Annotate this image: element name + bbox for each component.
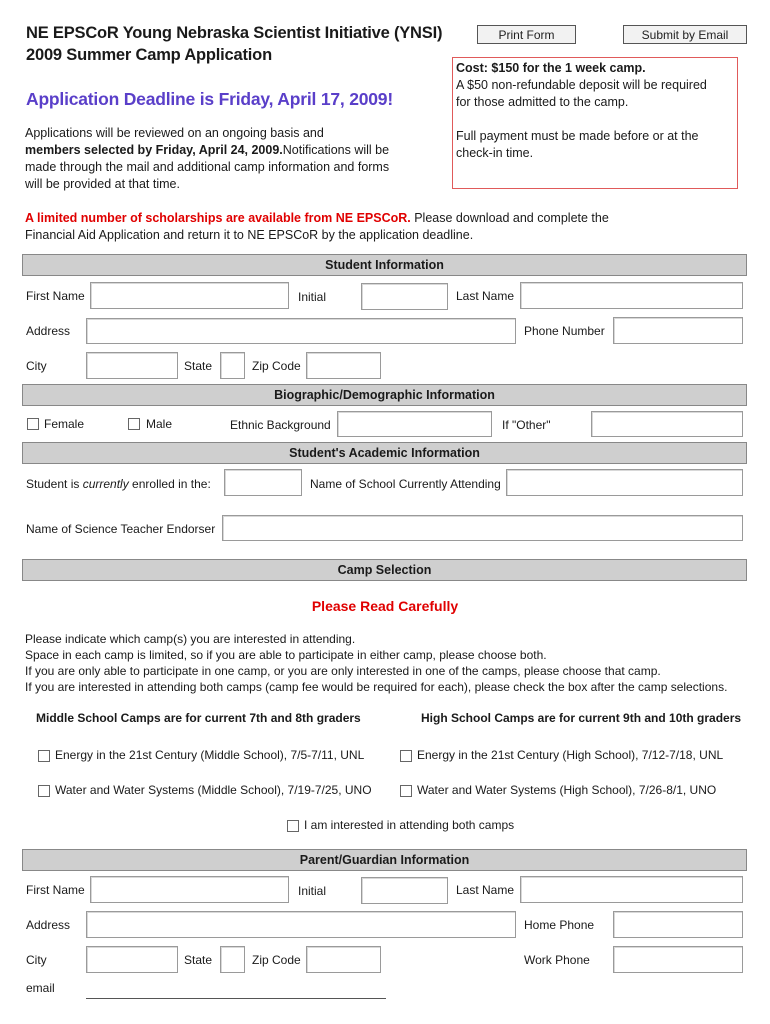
cost-deposit-line-1: A $50 non-refundable deposit will be required <box>456 78 707 92</box>
review-line-2 <box>25 142 445 159</box>
student-zip-label: Zip Code <box>252 359 301 373</box>
student-phone-label: Phone Number <box>524 324 605 338</box>
parent-address-label: Address <box>26 918 71 932</box>
hs-energy-checkbox[interactable] <box>400 750 412 762</box>
scholarship-paragraph <box>25 210 745 244</box>
enrolled-label-end: enrolled in the: <box>128 477 211 491</box>
male-checkbox[interactable] <box>128 418 140 430</box>
student-state-label: State <box>184 359 213 373</box>
student-initial-label: Initial <box>298 290 327 304</box>
both-camps-checkbox[interactable] <box>287 820 299 832</box>
scholarship-instructions: Please download and complete the <box>410 211 609 225</box>
camp-instruction-3: If you are only able to participate in one camp, or you are only interested in one of the camps, please choose that camp. <box>25 664 661 678</box>
high-school-heading: High School Camps are for current 9th and 10th graders <box>421 711 742 725</box>
parent-email-field[interactable] <box>86 998 386 999</box>
ethnic-background-label: Ethnic Background <box>230 418 331 432</box>
student-city-field[interactable] <box>86 352 178 379</box>
student-zip-field[interactable] <box>306 352 381 379</box>
biographic-header: Biographic/Demographic Information <box>22 384 747 406</box>
camp-selection-header: Camp Selection <box>22 559 747 581</box>
review-date: members selected by Friday, April 24, 2009. <box>25 143 283 157</box>
parent-info-header: Parent/Guardian Information <box>22 849 747 871</box>
science-teacher-field[interactable] <box>222 515 743 541</box>
parent-state-label: State <box>184 953 213 967</box>
student-phone-field[interactable] <box>613 317 743 344</box>
parent-initial-field[interactable] <box>361 877 448 904</box>
parent-last-name-field[interactable] <box>520 876 743 903</box>
cost-deposit-line-2: for those admitted to the camp. <box>456 95 629 109</box>
ms-energy-checkbox[interactable] <box>38 750 50 762</box>
title-line-1: NE EPSCoR Young Nebraska Scientist Initiative (YNSI) <box>26 24 443 42</box>
parent-home-phone-field[interactable] <box>613 911 743 938</box>
parent-home-phone-label: Home Phone <box>524 918 595 932</box>
print-form-button[interactable]: Print Form <box>477 25 576 44</box>
scholarship-notice: A limited number of scholarships are available from NE EPSCoR. <box>25 211 411 225</box>
cost-amount: Cost: $150 for the 1 week camp. <box>456 61 646 75</box>
parent-city-field[interactable] <box>86 946 178 973</box>
camp-instruction-2: Space in each camp is limited, so if you are able to participate in either camp, please choose both. <box>25 648 547 662</box>
parent-zip-field[interactable] <box>306 946 381 973</box>
parent-email-label: email <box>26 981 55 995</box>
student-state-field[interactable] <box>220 352 245 379</box>
both-camps-label: I am interested in attending both camps <box>304 818 515 832</box>
student-address-label: Address <box>26 324 71 338</box>
parent-work-phone-field[interactable] <box>613 946 743 973</box>
middle-school-heading: Middle School Camps are for current 7th and 8th graders <box>36 711 361 725</box>
scholarship-line-2: Financial Aid Application and return it to NE EPSCoR by the application deadline. <box>25 228 474 242</box>
ms-energy-label: Energy in the 21st Century (Middle School), 7/5-7/11, UNL <box>55 748 365 762</box>
submit-by-email-button[interactable]: Submit by Email <box>623 25 747 44</box>
scholarship-line-1 <box>25 210 745 227</box>
student-initial-field[interactable] <box>361 283 448 310</box>
hs-energy-label: Energy in the 21st Century (High School), 7/12-7/18, UNL <box>417 748 724 762</box>
parent-first-name-field[interactable] <box>90 876 289 903</box>
review-paragraph <box>25 125 445 193</box>
hs-water-label: Water and Water Systems (High School), 7/26-8/1, UNO <box>417 783 717 797</box>
ethnic-other-label: If "Other" <box>502 418 551 432</box>
cost-payment-line-2: check-in time. <box>456 146 534 160</box>
academic-header: Student's Academic Information <box>22 442 747 464</box>
please-read-carefully: Please Read Carefully <box>311 598 459 614</box>
student-city-label: City <box>26 359 47 373</box>
parent-city-label: City <box>26 953 47 967</box>
enrolled-label <box>26 477 211 491</box>
camp-instruction-4: If you are interested in attending both camps (camp fee would be required for each), please check the box after the camp selections. <box>25 680 728 694</box>
camp-instructions <box>25 631 755 695</box>
enrolled-label-emphasis: currently <box>82 477 129 491</box>
school-name-label: Name of School Currently Attending <box>310 477 501 491</box>
grade-enrolled-select[interactable] <box>224 469 302 496</box>
school-name-field[interactable] <box>506 469 743 496</box>
ms-water-label: Water and Water Systems (Middle School), 7/19-7/25, UNO <box>55 783 372 797</box>
parent-zip-label: Zip Code <box>252 953 301 967</box>
review-line-1: Applications will be reviewed on an ongoing basis and <box>25 126 324 140</box>
student-last-name-field[interactable] <box>520 282 743 309</box>
parent-last-name-label: Last Name <box>456 883 515 897</box>
cost-payment-line-1: Full payment must be made before or at the <box>456 129 699 143</box>
review-line-3: made through the mail and additional camp information and forms <box>25 160 390 174</box>
female-label: Female <box>44 417 85 431</box>
hs-water-checkbox[interactable] <box>400 785 412 797</box>
science-teacher-label: Name of Science Teacher Endorser <box>26 522 216 536</box>
parent-first-name-label: First Name <box>26 883 85 897</box>
student-info-header: Student Information <box>22 254 747 276</box>
female-checkbox[interactable] <box>27 418 39 430</box>
enrolled-label-start: Student is <box>26 477 83 491</box>
parent-initial-label: Initial <box>298 884 327 898</box>
student-first-name-field[interactable] <box>90 282 289 309</box>
camp-instruction-1: Please indicate which camp(s) you are interested in attending. <box>25 632 356 646</box>
form-title <box>26 22 442 66</box>
parent-work-phone-label: Work Phone <box>524 953 590 967</box>
cost-box <box>452 57 738 189</box>
student-address-field[interactable] <box>86 318 516 344</box>
parent-address-field[interactable] <box>86 911 516 938</box>
ethnic-background-select[interactable] <box>337 411 492 437</box>
ms-water-checkbox[interactable] <box>38 785 50 797</box>
male-label: Male <box>146 417 173 431</box>
student-last-name-label: Last Name <box>456 289 515 303</box>
deadline-heading: Application Deadline is Friday, April 17, 2009! <box>26 89 393 109</box>
review-line-4: will be provided at that time. <box>25 177 180 191</box>
ethnic-other-field[interactable] <box>591 411 743 437</box>
parent-state-field[interactable] <box>220 946 245 973</box>
review-notification: Notifications will be <box>282 143 390 157</box>
student-first-name-label: First Name <box>26 289 85 303</box>
title-line-2: 2009 Summer Camp Application <box>26 46 272 64</box>
